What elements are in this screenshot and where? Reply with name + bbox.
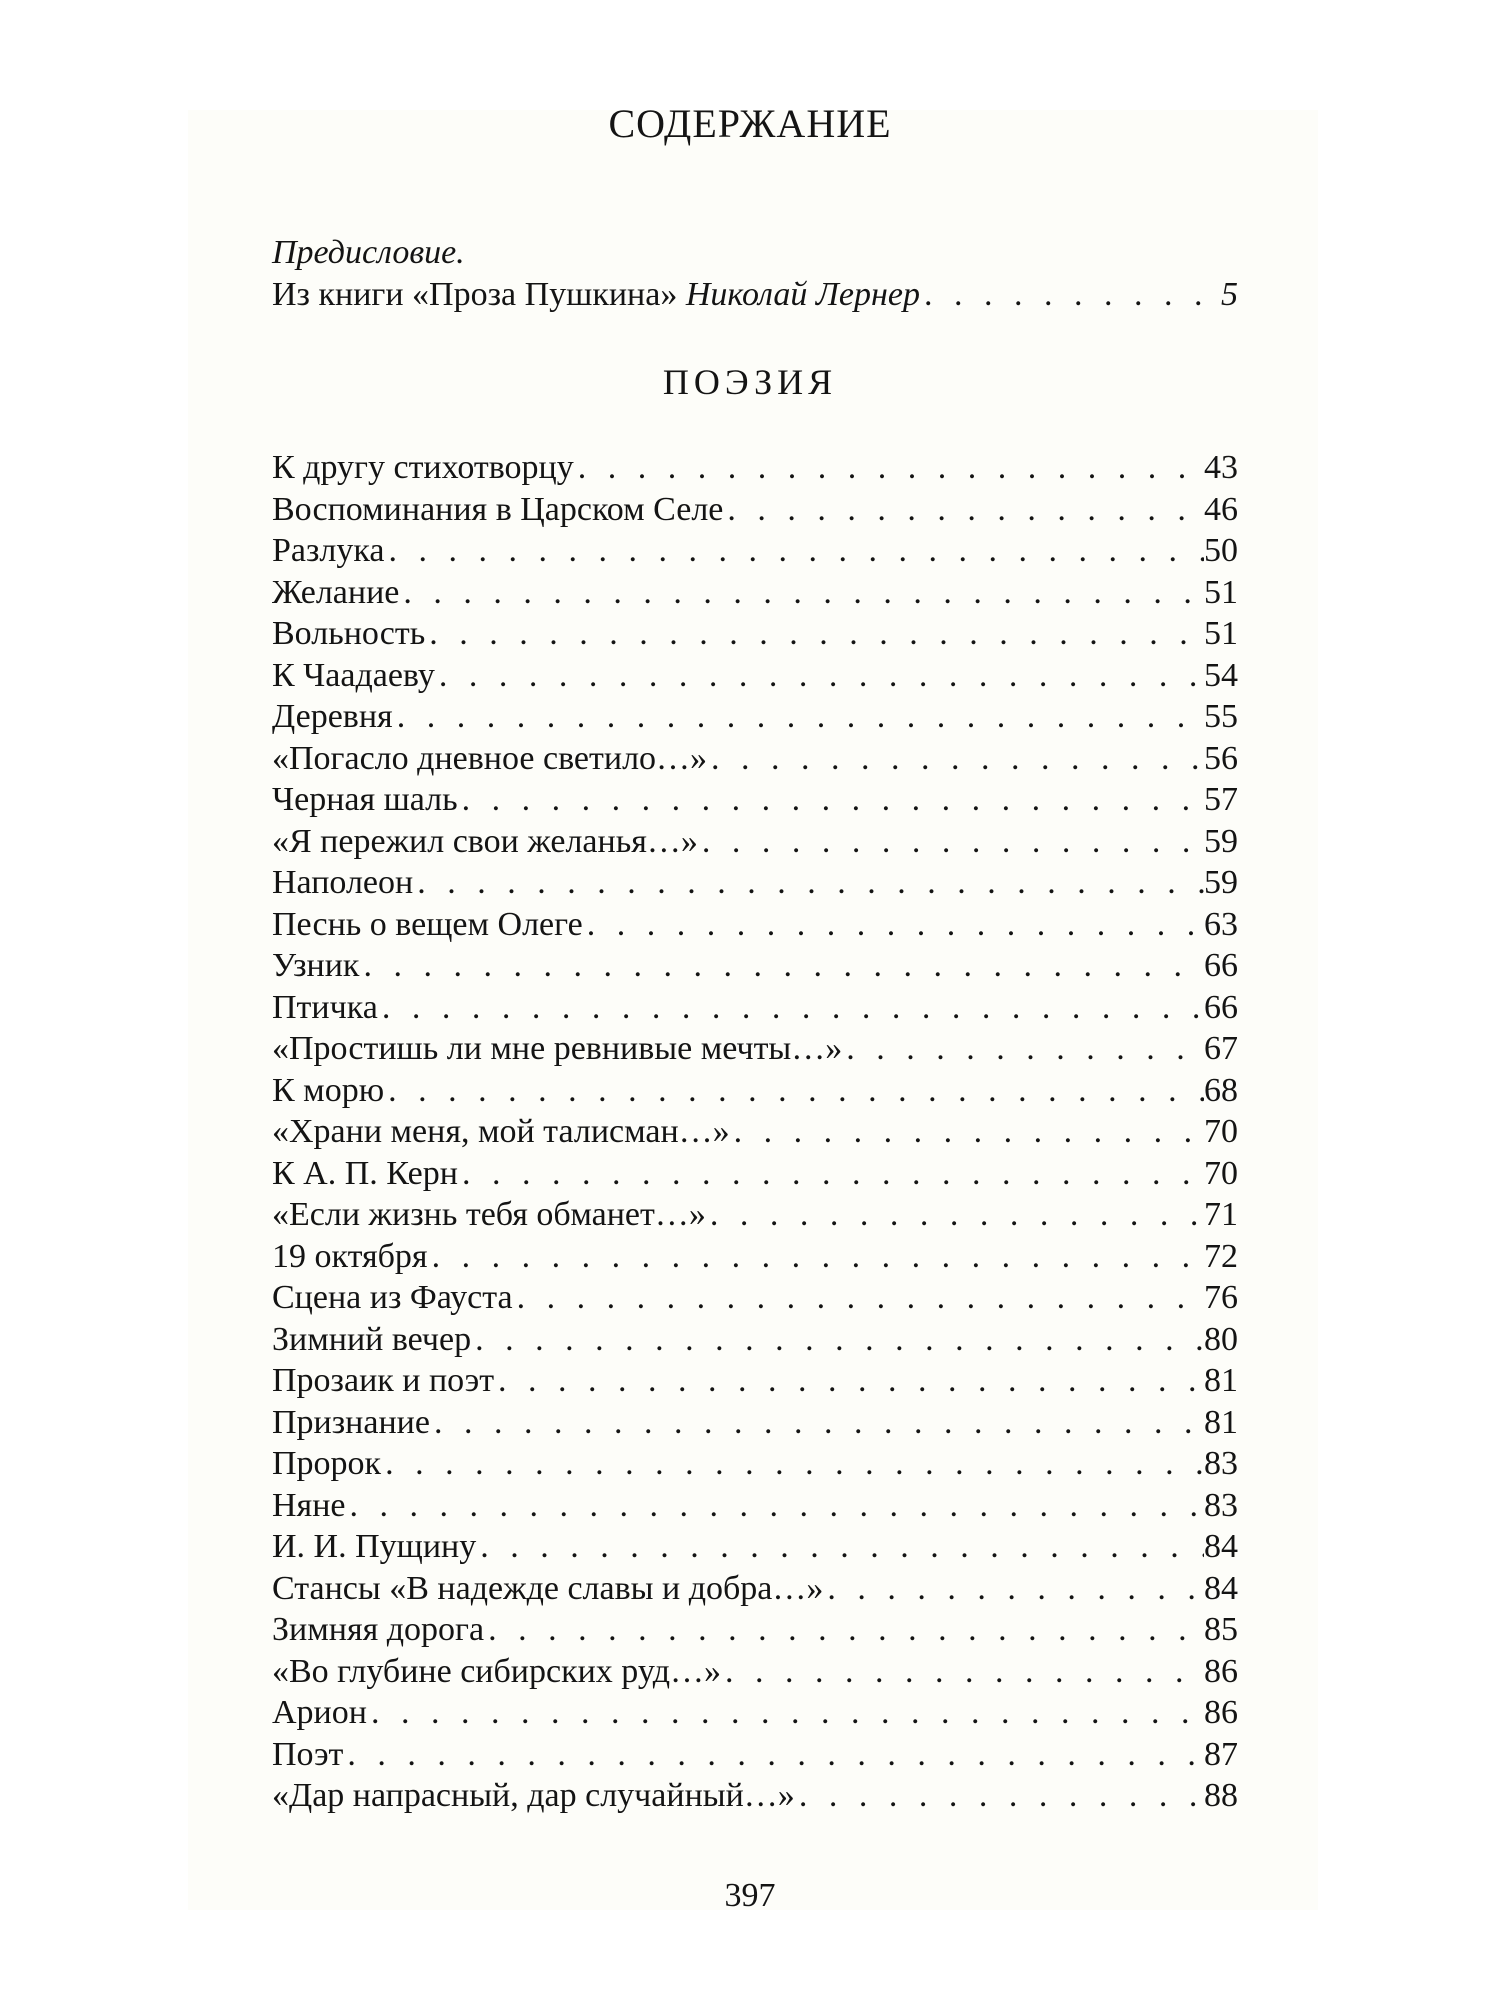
dot-leader <box>425 613 1204 655</box>
dot-leader <box>435 655 1204 697</box>
toc-entry[interactable] <box>272 1360 1238 1402</box>
dot-leader <box>458 1153 1204 1195</box>
toc-entry[interactable] <box>272 779 1238 821</box>
toc-entry-page: 54 <box>1204 656 1238 694</box>
toc-entry-page: 68 <box>1204 1071 1238 1109</box>
preface-author: Николай Лернер <box>685 276 920 313</box>
toc-entry-page: 67 <box>1204 1030 1238 1067</box>
toc-entry-title: «Если жизнь тебя обманет…» <box>272 1196 706 1233</box>
toc-entry[interactable] <box>272 945 1238 987</box>
toc-entry-title: К морю <box>272 1071 385 1109</box>
toc-entry[interactable] <box>272 1402 1238 1444</box>
toc-entry[interactable] <box>272 904 1238 946</box>
toc-entry-title: Узник <box>272 947 360 984</box>
dot-leader <box>393 696 1204 738</box>
toc-entry[interactable] <box>272 1277 1238 1319</box>
toc-entry-page: 84 <box>1204 1528 1238 1565</box>
preface-label: Предисловие. <box>272 234 465 271</box>
toc-entry-page: 87 <box>1204 1735 1238 1773</box>
toc-entry[interactable] <box>272 696 1238 738</box>
toc-entry-page: 81 <box>1204 1403 1238 1441</box>
dot-leader <box>471 1319 1204 1361</box>
dot-leader <box>430 1402 1204 1444</box>
dot-leader <box>920 274 1221 316</box>
dot-leader <box>583 904 1204 946</box>
toc-entry[interactable] <box>272 530 1238 572</box>
toc-list <box>272 447 1238 1817</box>
dot-leader <box>367 1692 1204 1734</box>
toc-entry-page: 71 <box>1204 1196 1238 1233</box>
toc-entry-title: К другу стихотворцу <box>272 449 574 486</box>
toc-entry-title: Птичка <box>272 988 378 1026</box>
dot-leader <box>723 489 1204 531</box>
toc-entry-page: 81 <box>1204 1362 1238 1399</box>
preface-entry-title <box>272 274 920 316</box>
dot-leader <box>476 1526 1204 1568</box>
toc-entry-title: Деревня <box>272 698 393 735</box>
toc-entry-page: 46 <box>1204 490 1238 528</box>
dot-leader <box>384 1070 1204 1112</box>
toc-entry[interactable] <box>272 1568 1238 1610</box>
toc-entry-title: Вольность <box>272 615 426 652</box>
toc-entry-title: К А. П. Керн <box>272 1154 458 1192</box>
toc-entry-title: «Храни меня, мой талисман…» <box>272 1113 730 1150</box>
dot-leader <box>343 1734 1204 1776</box>
toc-entry[interactable] <box>272 1692 1238 1734</box>
dot-leader <box>385 530 1205 572</box>
dot-leader <box>795 1775 1204 1817</box>
toc-entry-title: Зимний вечер <box>272 1320 472 1358</box>
toc-entry-title: Стансы «В надежде славы и добра…» <box>272 1569 824 1607</box>
toc-entry[interactable] <box>272 738 1238 780</box>
toc-entry[interactable] <box>272 1194 1238 1236</box>
toc-entry-page: 85 <box>1204 1611 1238 1648</box>
toc-entry[interactable] <box>272 447 1238 489</box>
toc-entry-title: Наполеон <box>272 864 414 901</box>
toc-entry-title: «Погасло дневное светило…» <box>272 739 708 777</box>
toc-entry-title: 19 октября <box>272 1237 428 1275</box>
toc-entry-page: 70 <box>1204 1154 1238 1192</box>
section-title: ПОЭЗИЯ <box>662 362 838 402</box>
toc-entry-page: 72 <box>1204 1237 1238 1275</box>
toc-entry[interactable] <box>272 1028 1238 1070</box>
dot-leader <box>428 1236 1204 1278</box>
toc-entry-title: Сцена из Фауста <box>272 1279 513 1316</box>
toc-entry[interactable] <box>272 1609 1238 1651</box>
dot-leader <box>494 1360 1204 1402</box>
toc-entry[interactable] <box>272 1775 1238 1817</box>
toc-entry-page: 88 <box>1204 1777 1238 1814</box>
toc-entry-page: 80 <box>1204 1320 1238 1358</box>
dot-leader <box>823 1568 1204 1610</box>
toc-entry[interactable] <box>272 1111 1238 1153</box>
toc-entry[interactable] <box>272 489 1238 531</box>
toc-entry-page: 59 <box>1204 864 1238 901</box>
toc-entry-title: И. И. Пущину <box>272 1528 477 1565</box>
toc-entry[interactable] <box>272 1485 1238 1527</box>
preface-entry[interactable] <box>272 274 1238 316</box>
toc-entry-page: 86 <box>1204 1652 1238 1690</box>
preface-prefix: Из книги «Проза Пушкина» <box>272 276 678 313</box>
toc-entry-title: «Я пережил свои желанья…» <box>272 822 698 860</box>
toc-entry[interactable] <box>272 1443 1238 1485</box>
toc-entry-page: 86 <box>1204 1694 1238 1731</box>
toc-entry-page: 55 <box>1204 698 1238 735</box>
page-number: 397 <box>724 1877 776 1914</box>
toc-entry-page: 83 <box>1204 1445 1238 1482</box>
dot-leader <box>706 1194 1204 1236</box>
toc-entry[interactable] <box>272 1236 1238 1278</box>
toc-entry[interactable] <box>272 613 1238 655</box>
toc-entry[interactable] <box>272 987 1238 1029</box>
dot-leader <box>359 945 1204 987</box>
toc-entry[interactable] <box>272 1651 1238 1693</box>
toc-entry-page: 84 <box>1204 1569 1238 1607</box>
toc-entry[interactable] <box>272 1319 1238 1361</box>
dot-leader <box>378 987 1204 1029</box>
toc-entry-page: 66 <box>1204 988 1238 1026</box>
dot-leader <box>707 738 1204 780</box>
toc-entry-title: Пророк <box>272 1445 382 1482</box>
toc-entry-page: 63 <box>1204 905 1238 943</box>
dot-leader <box>484 1609 1204 1651</box>
dot-leader <box>730 1111 1204 1153</box>
toc-entry[interactable] <box>272 821 1238 863</box>
dot-leader <box>458 779 1204 821</box>
toc-entry-title: «Во глубине сибирских руд…» <box>272 1652 721 1690</box>
toc-entry[interactable] <box>272 572 1238 614</box>
toc-entry[interactable] <box>272 1526 1238 1568</box>
toc-entry-title: «Простишь ли мне ревнивые мечты…» <box>272 1030 843 1067</box>
dot-leader <box>842 1028 1204 1070</box>
dot-leader <box>413 862 1204 904</box>
toc-entry-page: 56 <box>1204 739 1238 777</box>
toc-entry[interactable] <box>272 1734 1238 1776</box>
dot-leader <box>698 821 1204 863</box>
toc-entry-title: Прозаик и поэт <box>272 1362 495 1399</box>
toc-entry-page: 51 <box>1204 615 1238 652</box>
toc-entry-page: 51 <box>1204 573 1238 611</box>
toc-entry-page: 59 <box>1204 822 1238 860</box>
toc-entry[interactable] <box>272 1070 1238 1112</box>
dot-leader <box>399 572 1204 614</box>
toc-entry-title: Черная шаль <box>272 781 458 818</box>
toc-entry-page: 50 <box>1204 532 1238 569</box>
toc-entry-page: 70 <box>1204 1113 1238 1150</box>
toc-entry-title: Арион <box>272 1694 367 1731</box>
toc-entry[interactable] <box>272 1153 1238 1195</box>
toc-entry-title: К Чаадаеву <box>272 656 435 694</box>
toc-entry-page: 76 <box>1204 1279 1238 1316</box>
toc-entry-title: Няне <box>272 1486 346 1524</box>
toc-entry-title: Поэт <box>272 1735 344 1773</box>
toc-entry-title: Воспоминания в Царском Селе <box>272 490 724 528</box>
dot-leader <box>513 1277 1204 1319</box>
toc-entry-page: 83 <box>1204 1486 1238 1524</box>
toc-entry-page: 66 <box>1204 947 1238 984</box>
dot-leader <box>721 1651 1204 1693</box>
toc-entry-title: Признание <box>272 1403 430 1441</box>
dot-leader <box>345 1485 1204 1527</box>
toc-entry-title: «Дар напрасный, дар случайный…» <box>272 1777 795 1814</box>
toc-entry-title: Песнь о вещем Олеге <box>272 905 583 943</box>
toc-entry-title: Зимняя дорога <box>272 1611 485 1648</box>
page-title: СОДЕРЖАНИЕ <box>608 101 892 146</box>
toc-entry[interactable] <box>272 655 1238 697</box>
toc-entry-title: Желание <box>272 573 400 611</box>
toc-entry-title: Разлука <box>272 532 385 569</box>
toc-entry-page: 43 <box>1204 449 1238 486</box>
toc-entry[interactable] <box>272 862 1238 904</box>
preface-page: 5 <box>1221 276 1238 313</box>
toc-entry-page: 57 <box>1204 781 1238 818</box>
dot-leader <box>381 1443 1204 1485</box>
dot-leader <box>574 447 1204 489</box>
